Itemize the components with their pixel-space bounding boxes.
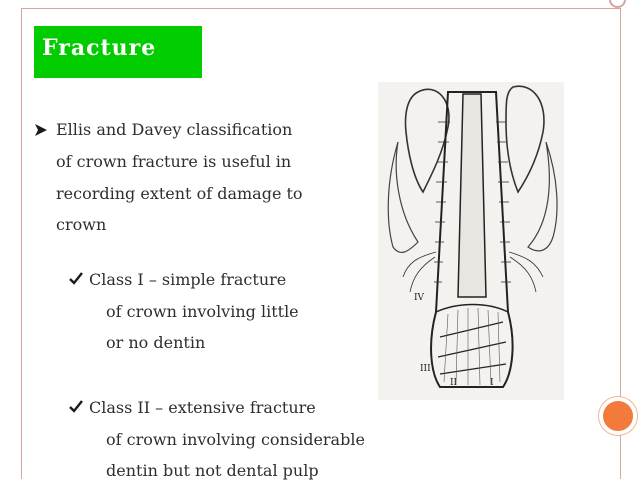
sub-bullet-line: of crown involving considerable	[106, 430, 365, 449]
figure-label: III	[420, 364, 431, 374]
sub-bullet-line: or no dentin	[106, 333, 206, 352]
main-bullet-line: Ellis and Davey classification	[56, 120, 293, 139]
sub-bullet-line: of crown involving little	[106, 302, 299, 321]
decorative-circle	[609, 0, 626, 8]
figure-label: II	[450, 378, 458, 388]
main-bullet-line: crown	[56, 215, 107, 234]
main-bullet-line: recording extent of damage to	[56, 184, 303, 203]
figure-label: IV	[414, 293, 425, 303]
tooth-drawing	[378, 82, 564, 400]
decorative-orange-circle	[599, 397, 637, 435]
slide-title: Fracture	[42, 35, 157, 61]
main-bullet-line: of crown fracture is useful in	[56, 152, 292, 171]
sub-bullet-line: Class II – extensive fracture	[89, 398, 316, 417]
checkmark-bullet-icon	[68, 398, 84, 420]
checkmark-bullet-icon	[68, 270, 84, 292]
sub-bullet-line: dentin but not dental pulp	[106, 461, 319, 480]
sub-bullet-line: Class I – simple fracture	[89, 270, 287, 289]
tooth-fracture-diagram	[378, 82, 564, 400]
arrowhead-bullet-icon	[34, 121, 48, 143]
figure-label: I	[490, 378, 494, 388]
